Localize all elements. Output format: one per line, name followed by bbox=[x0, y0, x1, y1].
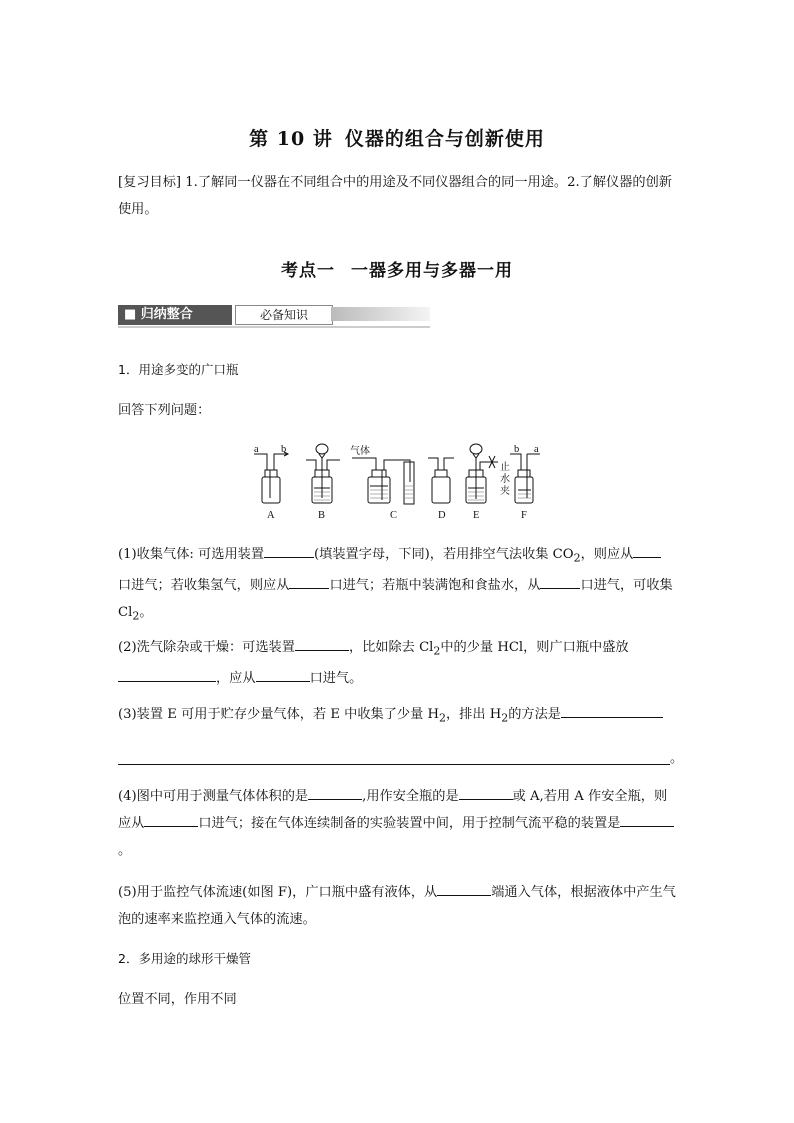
q2-blank-1[interactable] bbox=[295, 636, 349, 651]
bottle-b bbox=[306, 444, 340, 503]
apparatus-diagram bbox=[248, 442, 548, 524]
apparatus-figure bbox=[248, 442, 548, 524]
item1-heading: 1．用途多变的广口瓶 bbox=[118, 362, 239, 377]
item1-prompt: 回答下列问题： bbox=[118, 403, 211, 418]
label-c: C bbox=[390, 510, 398, 521]
q1-text-2: (填装置字母，下同)，若用排空气法收集 CO bbox=[314, 547, 574, 562]
q1-sub-1: 2 bbox=[573, 551, 581, 565]
clamp-label-1: 止 bbox=[500, 462, 510, 473]
item2-heading: 2．多用途的球形干燥管 bbox=[118, 951, 251, 966]
q3-text-1: (3)装置 E 可用于贮存少量气体，若 E 中收集了少量 H bbox=[118, 707, 439, 722]
label-f: F bbox=[521, 510, 527, 521]
bottle-c bbox=[352, 458, 414, 504]
section-banner bbox=[118, 305, 430, 327]
q4-text-3: 或 A,若用 A 作安全瓶，则应从 bbox=[118, 789, 668, 831]
gas-label: 气体 bbox=[350, 446, 370, 457]
q1-text-1: (1)收集气体: 可选用装置 bbox=[118, 547, 265, 562]
label-a: A bbox=[267, 510, 275, 521]
banner-gradient bbox=[331, 307, 430, 321]
item2-text: 位置不同，作用不同 bbox=[118, 992, 237, 1007]
bottle-a bbox=[254, 452, 288, 503]
q4-blank-3[interactable] bbox=[144, 812, 198, 827]
q5-text-2: 端通入气体，根据液体中产生气泡的速率来监控通入气体的流速。 bbox=[118, 885, 676, 927]
q5-text-1: (5)用于监控气体流速(如图 F)，广口瓶中盛有液体，从 bbox=[118, 885, 438, 900]
banner-summary-label: ■ 归纳整合 bbox=[118, 305, 232, 325]
label-b: B bbox=[318, 510, 326, 521]
port-a-label: a bbox=[254, 444, 259, 455]
q5-blank-1[interactable] bbox=[437, 881, 491, 896]
banner-rule bbox=[118, 326, 430, 328]
q3-text-3: 的方法是 bbox=[508, 707, 561, 722]
q2-sub-1: 2 bbox=[433, 644, 441, 658]
q1-blank-4[interactable] bbox=[540, 574, 580, 589]
q2-blank-2[interactable] bbox=[118, 667, 216, 682]
review-goal-tag: [复习目标] bbox=[118, 175, 182, 190]
q1-sub-2: 2 bbox=[132, 609, 140, 623]
q1-text-6: 口进气，可收集 Cl bbox=[118, 577, 673, 620]
q2-blank-3[interactable] bbox=[256, 667, 310, 682]
clamp-label-3: 夹 bbox=[500, 486, 510, 497]
section-label: 考点一 bbox=[281, 261, 335, 281]
lecture-number: 第 10 讲 bbox=[249, 128, 333, 150]
bottle-f bbox=[510, 454, 540, 503]
label-e: E bbox=[473, 510, 480, 521]
q4-text-2: ,用作安全瓶的是 bbox=[362, 789, 459, 804]
q4-blank-2[interactable] bbox=[459, 785, 513, 800]
q3-sub-2: 2 bbox=[501, 711, 509, 725]
label-d: D bbox=[438, 510, 446, 521]
q1-text-3: ，则应从 bbox=[580, 547, 634, 562]
lecture-topic: 仪器的组合与创新使用 bbox=[344, 128, 545, 150]
section-title bbox=[0, 256, 794, 281]
q1-blank-1[interactable] bbox=[264, 543, 314, 558]
review-goal bbox=[118, 169, 678, 223]
q1-text-4: 口进气；若收集氢气，则应从 bbox=[118, 577, 290, 593]
q3-text-2: ，排出 H bbox=[445, 707, 502, 722]
question-4 bbox=[118, 783, 678, 864]
q3-end: 。 bbox=[670, 751, 684, 766]
question-3 bbox=[118, 701, 678, 732]
q3-blank-1[interactable] bbox=[561, 703, 663, 718]
port-a-label-f: a bbox=[534, 444, 539, 455]
q3-sub-1: 2 bbox=[438, 711, 446, 725]
q1-text-5: 口进气；若瓶中装满饱和食盐水，从 bbox=[329, 577, 541, 593]
clamp-label-2: 水 bbox=[500, 474, 510, 485]
q2-text-1: (2)洗气除杂或干燥：可选装置 bbox=[118, 640, 295, 655]
q4-blank-1[interactable] bbox=[308, 785, 362, 800]
q1-text-7: 。 bbox=[139, 604, 153, 620]
q2-text-4: ，应从 bbox=[216, 670, 256, 686]
question-2 bbox=[118, 634, 678, 692]
review-goal-text: 1.了解同一仪器在不同组合中的用途及不同仪器组合的同一用途。2.了解仪器的创新使用。 bbox=[118, 175, 672, 217]
question-5 bbox=[118, 879, 678, 933]
q4-blank-4[interactable] bbox=[620, 812, 674, 827]
page-title bbox=[0, 124, 794, 151]
q2-text-3: 中的少量 HCl，则广口瓶中盛放 bbox=[440, 640, 629, 655]
q3-blank-line[interactable] bbox=[118, 750, 670, 765]
bottle-d bbox=[428, 458, 454, 503]
q1-blank-3[interactable] bbox=[289, 574, 329, 589]
q1-blank-2[interactable] bbox=[633, 543, 661, 558]
port-b-label-f: b bbox=[514, 444, 520, 455]
bottle-e bbox=[466, 444, 498, 503]
question-1 bbox=[118, 541, 678, 629]
banner-knowledge-label: 必备知识 bbox=[235, 305, 333, 325]
q2-text-5: 口进气。 bbox=[309, 670, 363, 686]
q4-text-5: 。 bbox=[118, 843, 132, 858]
q4-text-4: 口进气；接在气体连续制备的实验装置中间，用于控制气流平稳的装置是 bbox=[198, 816, 621, 831]
q2-text-2: ，比如除去 Cl bbox=[348, 640, 434, 655]
section-topic: 一器多用与多器一用 bbox=[351, 261, 513, 281]
port-b-label: b bbox=[281, 444, 287, 455]
q4-text-1: (4)图中可用于测量气体体积的是 bbox=[118, 789, 309, 804]
